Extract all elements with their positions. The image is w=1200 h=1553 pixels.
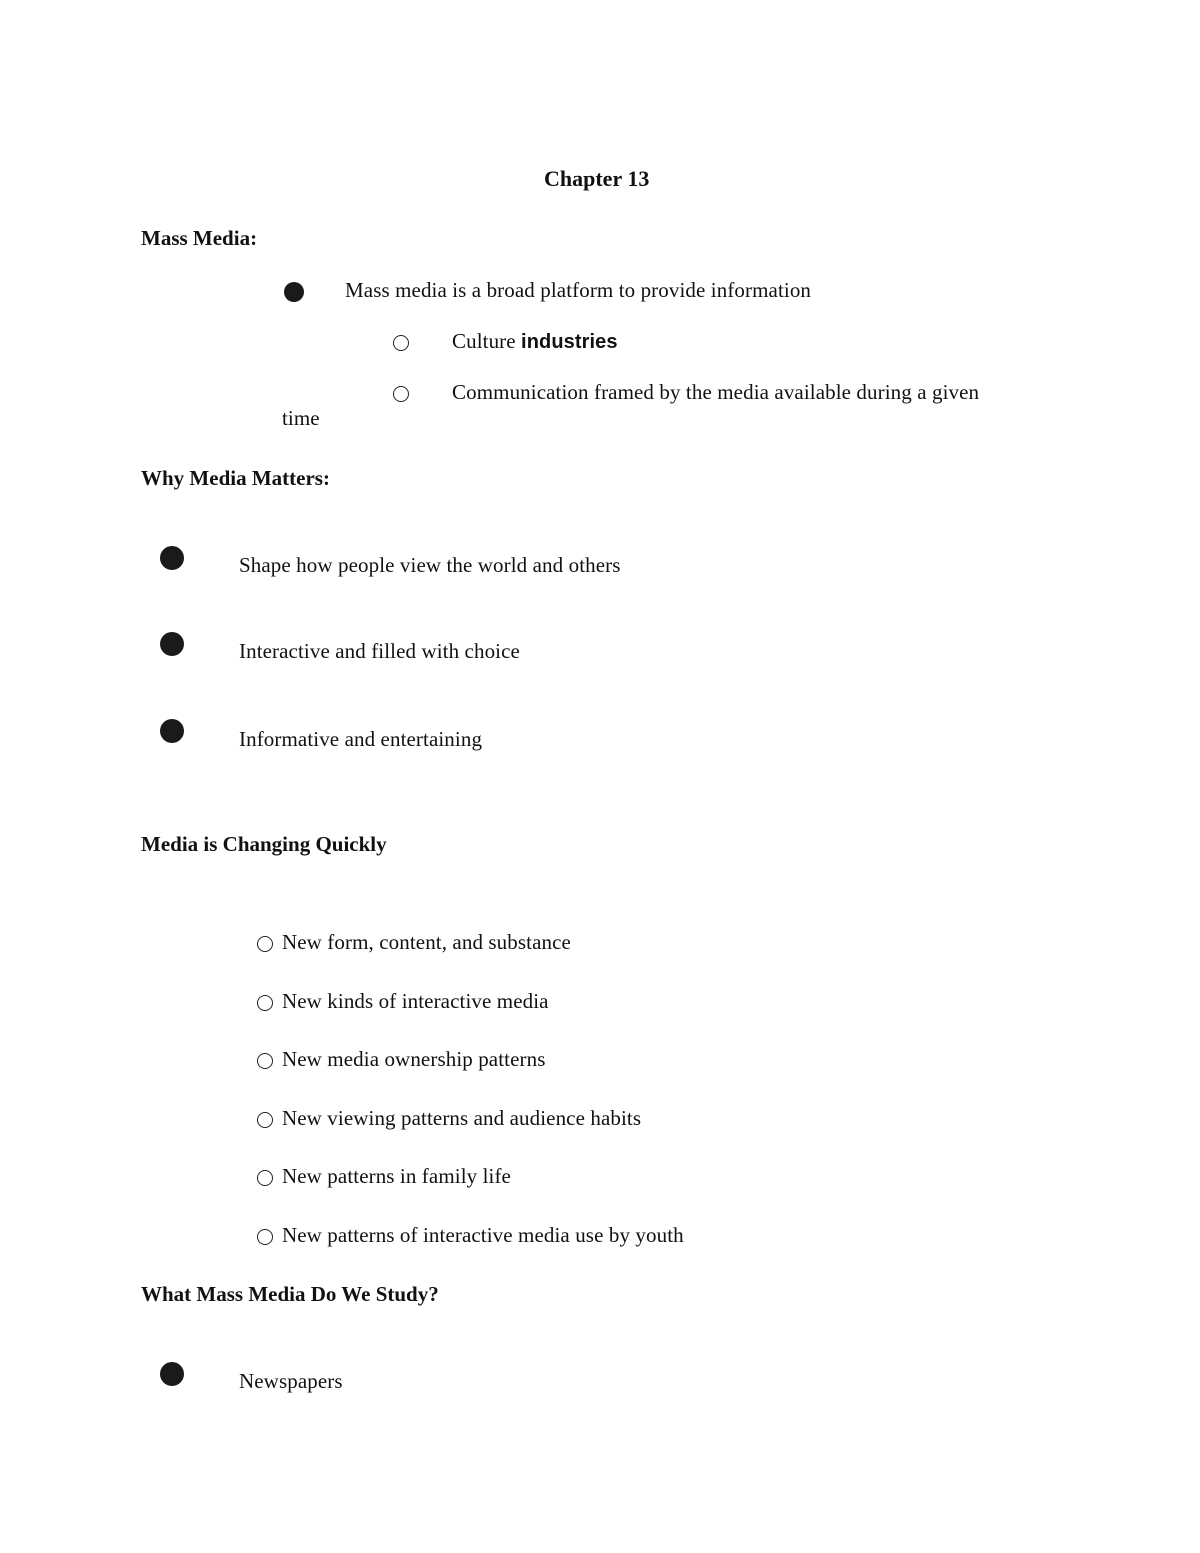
sub-bullet-text: Communication framed by the media available during a given (452, 380, 980, 404)
sub-bullet-text: Culture (452, 329, 522, 353)
sub-bullet-culture-industries (452, 329, 618, 354)
list-item: New form, content, and substance (282, 930, 571, 954)
hollow-bullet-icon (257, 1112, 273, 1128)
bullet-text: Mass media is a broad platform to provide information (345, 278, 812, 302)
section-heading-media-changing: Media is Changing Quickly (141, 832, 387, 856)
section-heading-what-we-study: What Mass Media Do We Study? (141, 1282, 439, 1306)
hollow-bullet-icon (257, 936, 273, 952)
hollow-bullet-icon (257, 1170, 273, 1186)
hollow-bullet-icon (257, 995, 273, 1011)
filled-bullet-icon (284, 282, 304, 302)
list-item: New media ownership patterns (282, 1047, 546, 1071)
hollow-bullet-icon (393, 335, 409, 351)
hollow-bullet-icon (257, 1229, 273, 1245)
list-item: New viewing patterns and audience habits (282, 1106, 642, 1130)
sub-bullet-text-continuation: time (282, 406, 320, 430)
filled-bullet-icon (160, 546, 184, 570)
list-item: Interactive and filled with choice (239, 639, 520, 663)
hollow-bullet-icon (393, 386, 409, 402)
filled-bullet-icon (160, 1362, 184, 1386)
list-item: New patterns of interactive media use by youth (282, 1223, 684, 1247)
list-item: Informative and entertaining (239, 727, 483, 751)
list-item: Shape how people view the world and others (239, 553, 621, 577)
filled-bullet-icon (160, 632, 184, 656)
list-item: New patterns in family life (282, 1164, 511, 1188)
bold-term: industries (521, 331, 618, 353)
hollow-bullet-icon (257, 1053, 273, 1069)
section-heading-mass-media: Mass Media: (141, 226, 258, 250)
list-item: Newspapers (239, 1369, 343, 1393)
list-item: New kinds of interactive media (282, 989, 549, 1013)
filled-bullet-icon (160, 719, 184, 743)
page-title: Chapter 13 (544, 166, 650, 191)
section-heading-why-media-matters: Why Media Matters: (141, 466, 330, 490)
